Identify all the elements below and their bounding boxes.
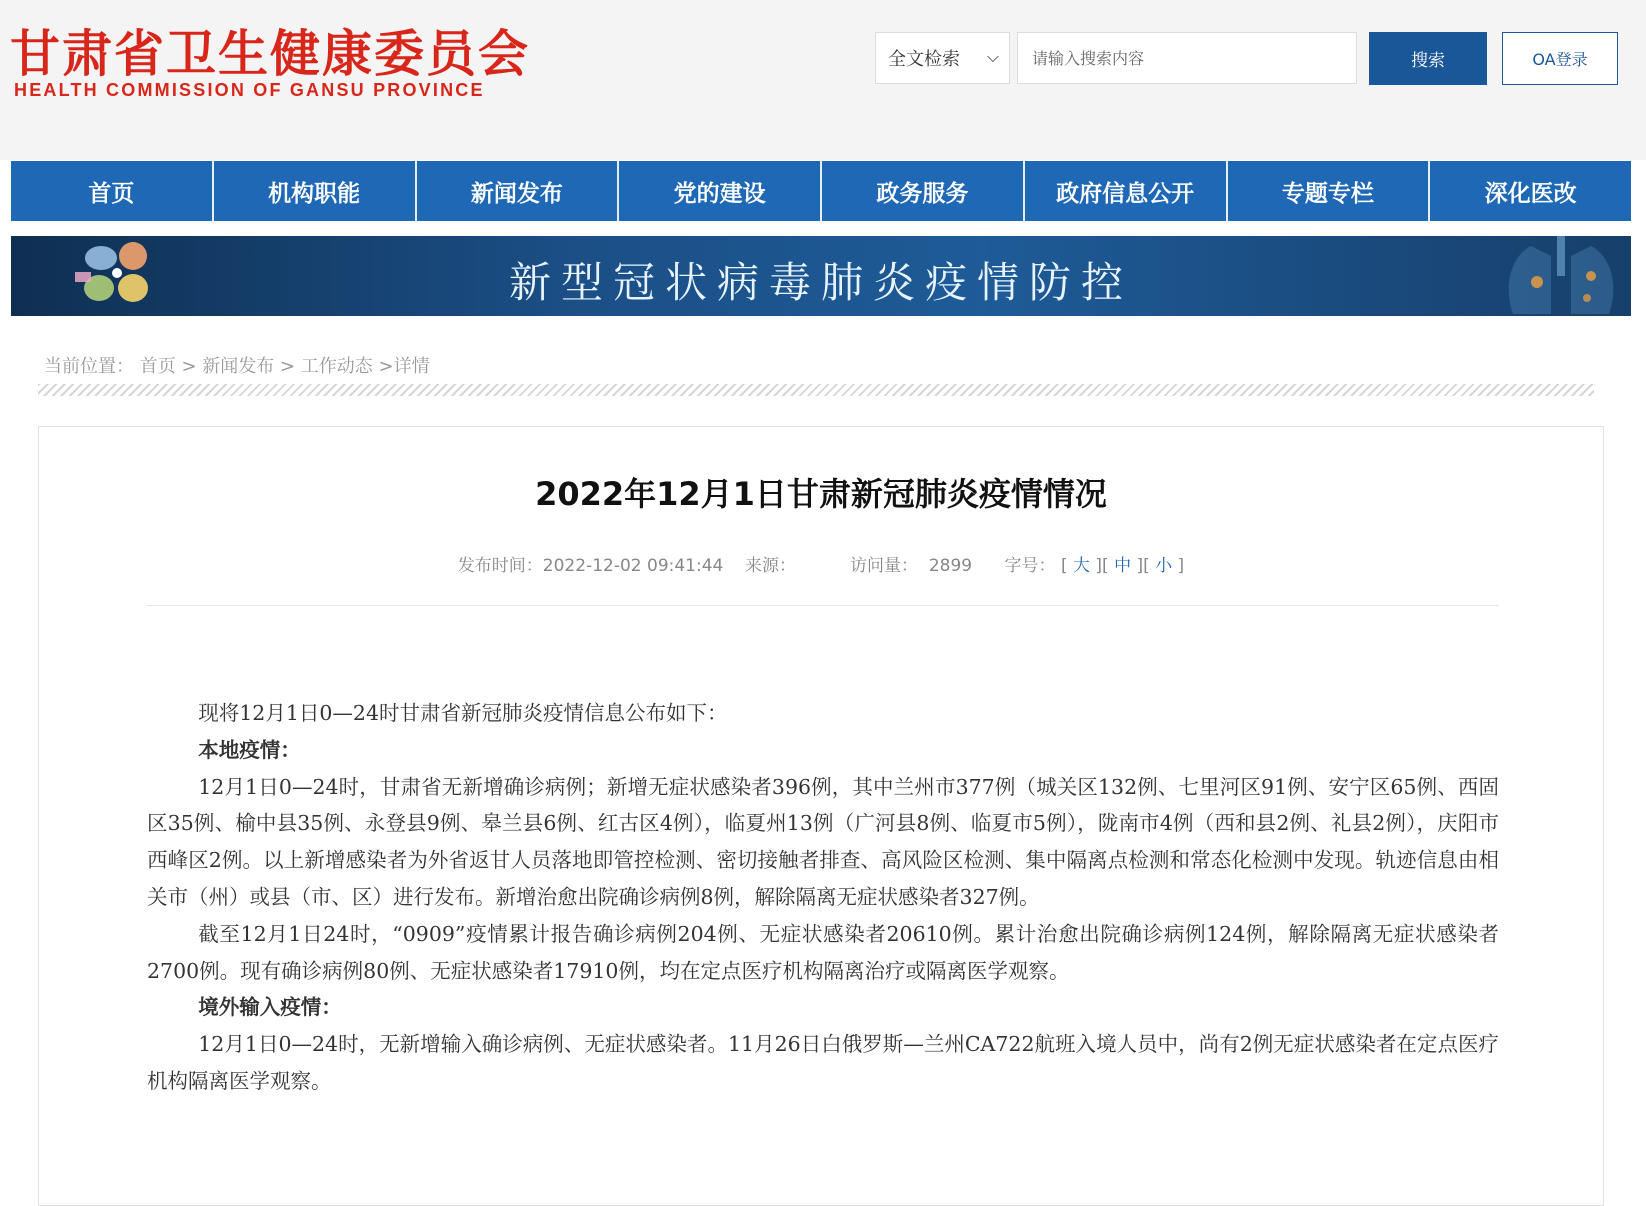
article-paragraph: 12月1日0—24时，甘肃省无新增确诊病例；新增无症状感染者396例，其中兰州市377例（城关区132例、七里河区91例、安宁区65例、西固区35例、榆中县35例、永登县9例、皋兰县6例、红古区4例），临夏州13例（广河县8例、临夏市5例），陇南市4例（西和县2例、礼县2例），庆阳市西峰区2例。以上新增感染者为外省返甘人员落地即管控检测、密切接触者排查、高风险区检测、集中隔离点检测和常态化检测中发现。轨迹信息由相关市（州）或县（市、区）进行发布。新增治愈出院确诊病例8例，解除隔离无症状感染者327例。 (147, 774, 1499, 909)
chevron-down-icon: ⌵ (986, 47, 999, 66)
visits-label: 访问量： (850, 556, 919, 576)
nav-item-services[interactable]: 政务服务 (822, 161, 1025, 221)
covid-banner[interactable] (11, 236, 1631, 316)
breadcrumb-home[interactable]: 首页 (139, 356, 176, 377)
main-nav (11, 161, 1631, 221)
article-paragraph: 现将12月1日0—24时甘肃省新冠肺炎疫情信息公布如下： (198, 701, 728, 725)
font-size-large-button[interactable]: 大 (1073, 556, 1090, 576)
banner-title: 新型冠状病毒肺炎疫情防控 (508, 258, 1133, 307)
section-heading-local: 本地疫情： (198, 737, 301, 762)
article-container (38, 426, 1604, 1206)
site-logo-chinese[interactable]: 甘肃省卫生健康委员会 (10, 25, 530, 83)
article-title: 2022年12月1日甘肃新冠肺炎疫情情况 (535, 475, 1107, 513)
search-button[interactable]: 搜索 (1369, 32, 1487, 85)
nav-item-info-disclosure[interactable]: 政府信息公开 (1025, 161, 1228, 221)
breadcrumb-separator: > (274, 356, 301, 377)
publish-time-label: 发布时间： (457, 556, 543, 576)
breadcrumb-news[interactable]: 新闻发布 (202, 356, 275, 377)
nav-item-party-building[interactable]: 党的建设 (619, 161, 822, 221)
section-heading-imported: 境外输入疫情： (198, 995, 342, 1020)
breadcrumb-current: >详情 (372, 356, 430, 377)
search-scope-label: 全文检索 (888, 49, 960, 70)
site-header (0, 0, 1646, 160)
breadcrumb-label: 当前位置： (44, 356, 134, 377)
article-body (147, 695, 1499, 1100)
breadcrumb-separator: > (175, 356, 203, 377)
search-input[interactable] (1017, 32, 1357, 84)
font-size-small-button[interactable]: 小 (1155, 556, 1173, 576)
article-paragraph: 12月1日0—24时，无新增输入确诊病例、无症状感染者。11月26日白俄罗斯—兰州CA722航班入境人员中，尚有2例无症状感染者在定点医疗机构隔离医学观察。 (147, 1032, 1499, 1093)
source-label: 来源： (744, 556, 796, 576)
article-meta: 发布时间：2022-12-02 09:41:44 来源： 访问量： 2899 字号： [ 大 ][ 中 ][ 小 ] (457, 556, 1185, 576)
nav-item-medical-reform[interactable]: 深化医改 (1484, 180, 1577, 207)
visit-count: 2899 (928, 556, 973, 576)
font-size-label: 字号： (1004, 556, 1056, 576)
breadcrumb-work-updates[interactable]: 工作动态 (300, 356, 373, 377)
nav-item-topics[interactable]: 专题专栏 (1228, 161, 1431, 221)
nav-item-organization[interactable]: 机构职能 (214, 161, 417, 221)
search-scope-select[interactable] (875, 32, 1010, 84)
oa-login-button[interactable]: OA登录 (1502, 32, 1618, 85)
breadcrumb (44, 352, 430, 378)
meta-divider (147, 605, 1499, 606)
nav-item-home[interactable]: 首页 (11, 161, 214, 221)
article-paragraph: 截至12月1日24时，“0909”疫情累计报告确诊病例204例、无症状感染者20610例。累计治愈出院确诊病例124例，解除隔离无症状感染者2700例。现有确诊病例80例、无症状感染者17910例，均在定点医疗机构隔离治疗或隔离医学观察。 (147, 921, 1499, 983)
nav-item-news[interactable]: 新闻发布 (417, 161, 620, 221)
hatched-divider (38, 384, 1594, 396)
font-size-medium-button[interactable]: 中 (1114, 556, 1132, 576)
lung-icon (1491, 236, 1631, 316)
content-area (11, 330, 1631, 1187)
site-logo-english[interactable]: HEALTH COMMISSION OF GANSU PROVINCE (14, 80, 485, 100)
publish-time: 2022-12-02 09:41:44 (542, 556, 724, 576)
